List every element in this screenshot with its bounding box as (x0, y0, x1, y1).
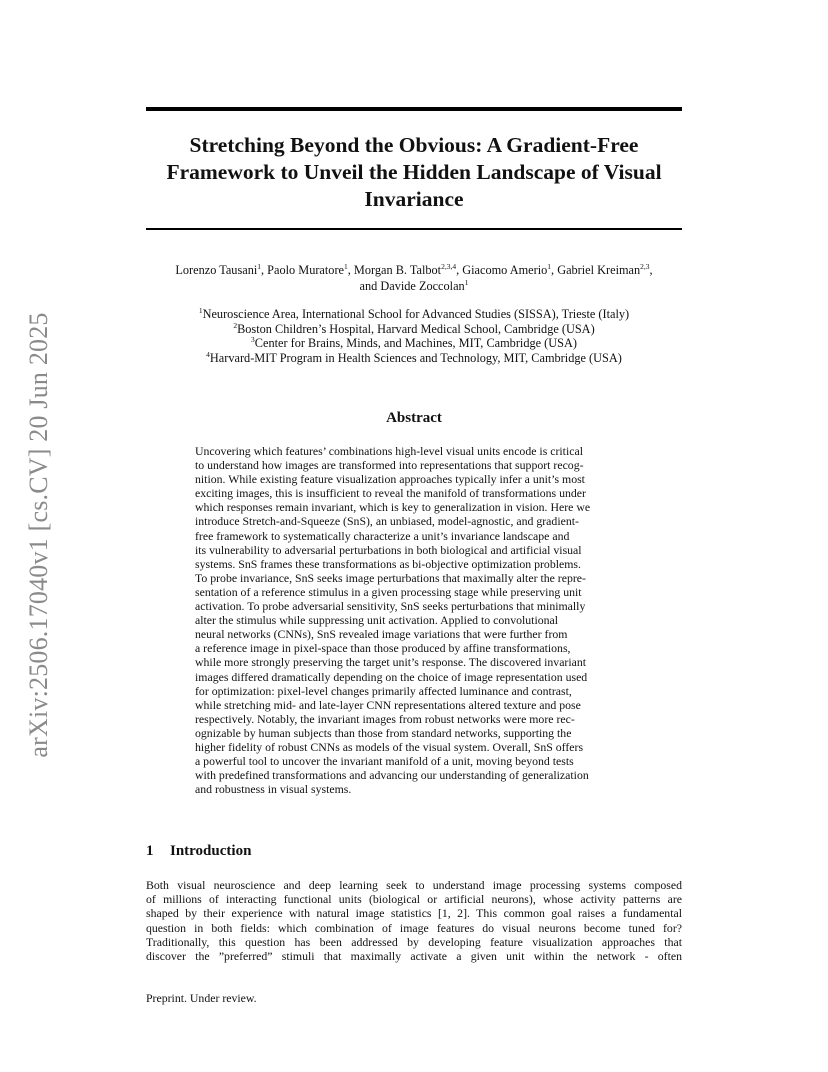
title-bottom-rule (146, 228, 682, 230)
intro-line: shaped by their experience with natural image statistics [1, 2]. This common goal raises a fundamental (146, 906, 682, 921)
affiliation-number: 3 (251, 335, 255, 344)
affiliation-item (140, 307, 688, 322)
paper-title: Stretching Beyond the Obvious: A Gradient-Free Framework to Unveil the Hidden Landscape of Visual Invariance (166, 133, 662, 211)
author-affiliation-mark: 1 (547, 262, 552, 271)
author-affiliation-mark: 1 (257, 262, 262, 271)
title-top-rule (146, 107, 682, 111)
author-name: Giacomo Amerio (462, 263, 548, 277)
abstract-line: for optimization: pixel-level changes primarily affected luminance and contrast, (195, 683, 572, 698)
author-affiliation-mark: 1 (464, 277, 469, 287)
abstract-line: images differed dramatically depending on the choice of image representation used (195, 669, 588, 684)
affiliation-text: Neuroscience Area, International School for Advanced Studies (SISSA), Trieste (Italy) (202, 307, 630, 321)
affiliation-text: Boston Children’s Hospital, Harvard Medical School, Cambridge (USA) (237, 321, 595, 336)
abstract-line: with predefined transformations and advancing our understanding of generalization (195, 768, 589, 783)
abstract-line: introduce Stretch-and-Squeeze (SnS), an unbiased, model-agnostic, and gradient- (195, 514, 579, 529)
section-number: 1 (146, 843, 154, 859)
arxiv-identifier-stamp: arXiv:2506.17040v1 [cs.CV] 20 Jun 2025 (24, 312, 53, 758)
author-name: and Davide Zoccolan (359, 278, 465, 293)
intro-line: of millions of interacting functional units (biological or artificial neurons), whose activity patterns are (146, 892, 682, 907)
preprint-footer-note: Preprint. Under review. (146, 991, 257, 1005)
abstract-line: which responses remain invariant, which is key to generalization in vision. Here we (195, 500, 591, 515)
intro-line: Traditionally, this question has been addressed by developing feature visualization approaches that (146, 934, 682, 949)
abstract-line: while stretching mid- and late-layer CNN representations altered texture and pose (195, 697, 581, 712)
intro-line: Both visual neuroscience and deep learning seek to understand image processing systems composed (146, 878, 682, 892)
section-heading-introduction (146, 843, 251, 860)
abstract-line: neural networks (CNNs), SnS revealed image variations that were further from (195, 627, 568, 642)
section-title: Introduction (170, 843, 252, 859)
abstract-line: systems. SnS frames these transformations as bi-objective optimization problems. (195, 556, 581, 571)
abstract-line: ognizable by human subjects than those from standard networks, supporting the (195, 725, 572, 740)
affiliation-number: 1 (198, 306, 203, 315)
author-name: Morgan B. Talbot (353, 263, 442, 277)
intro-line: discover the ”preferred” stimuli that maximally activate a given unit within the network - often (146, 949, 682, 964)
abstract-line: a reference image in pixel-space than those produced by affine transformations, (195, 641, 571, 656)
abstract-line: nition. While existing feature visualization approaches typically infer a unit’s most (195, 472, 585, 487)
affiliation-list (140, 307, 688, 365)
abstract-line: exciting images, this is insufficient to reveal the manifold of transformations under (195, 486, 586, 501)
abstract-line: higher fidelity of robust CNNs as models of the visual system. Overall, SnS offers (195, 739, 584, 754)
abstract-line: alter the stimulus while suppressing unit activation. Applied to convolutional (195, 613, 559, 628)
affiliation-number: 4 (206, 349, 210, 359)
abstract-line: respectively. Notably, the invariant images from robust networks were more rec- (195, 711, 575, 726)
author-affiliation-mark: 2,3 (640, 262, 650, 271)
author-affiliation-mark: 1 (344, 262, 348, 271)
abstract-line: while more strongly preserving the target unit’s response. The discovered invariant (195, 655, 587, 670)
affiliation-item (140, 336, 688, 351)
abstract-line: to understand how images are transformed into representations that support recog- (195, 458, 584, 473)
author-name: Lorenzo Tausani (175, 263, 258, 277)
abstract-line: its vulnerability to adversarial perturbations in both biological and artificial visual (195, 542, 582, 557)
abstract-heading: Abstract (386, 410, 442, 426)
abstract-line: a powerful tool to uncover the invariant manifold of a unit, moving beyond tests (195, 754, 574, 769)
introduction-body (146, 878, 682, 963)
abstract-line: To probe invariance, SnS seeks image perturbations that maximally alter the repre- (195, 570, 586, 585)
author-name: Gabriel Kreiman (557, 263, 641, 277)
author-line (140, 279, 688, 295)
abstract-line: free framework to systematically characterize a unit’s invariance landscape and (195, 528, 570, 543)
abstract-line: Uncovering which features’ combinations high-level visual units encode is critical (195, 444, 583, 458)
abstract-body (195, 444, 633, 796)
abstract-line: sentation of a reference stimulus in a given processing stage while preserving unit (195, 584, 582, 599)
author-affiliation-mark: 2,3,4 (441, 262, 457, 271)
intro-line: question in both fields: which combination of image features do visual neurons become tuned for? (146, 920, 682, 935)
affiliation-item (140, 322, 688, 337)
affiliation-text: Harvard-MIT Program in Health Sciences and Technology, MIT, Cambridge (USA) (209, 350, 622, 365)
affiliation-item (140, 351, 688, 366)
author-line: Lorenzo Tausani$^1$, Paolo Muratore$^1$, Morgan B. Talbot$^{2,3,4}$, Giacomo Amerio$^1$, Gabriel Kreiman$^{2,3}$, (175, 262, 653, 277)
affiliation-number: 2 (233, 320, 238, 330)
abstract-line: and robustness in visual systems. (195, 782, 352, 797)
author-name: Paolo Muratore (267, 263, 345, 277)
author-list (140, 263, 688, 294)
affiliation-text: Center for Brains, Minds, and Machines, MIT, Cambridge (USA) (254, 336, 577, 350)
abstract-line: activation. To probe adversarial sensitivity, SnS seeks perturbations that minimally (195, 599, 586, 614)
